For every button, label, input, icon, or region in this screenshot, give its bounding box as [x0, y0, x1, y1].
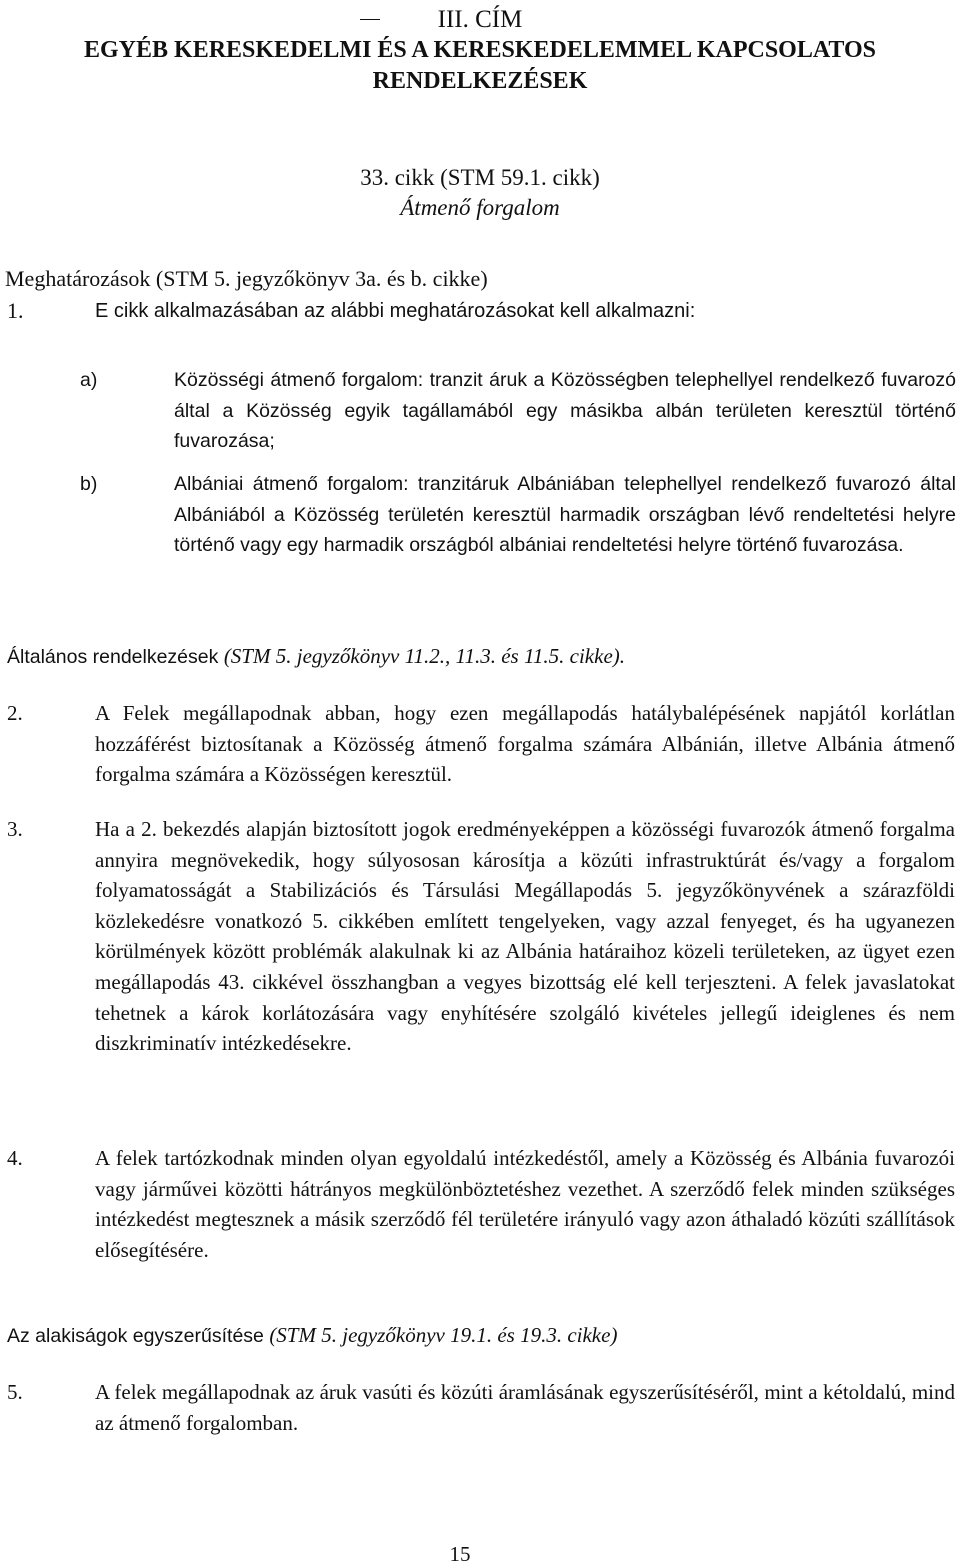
subtitle-line-1: EGYÉB KERESKEDELMI ÉS A KERESKEDELEMMEL KAPCSOLATOS	[84, 37, 876, 63]
p4-text: A felek tartózkodnak minden olyan egyoldalú intézkedéstől, amely a Közösség és Albánia fuvarozói vagy járművei közötti hátrányos megkülönböztetéshez vezethet. A szerződő felek minden szükséges intézkedést megtesznek a másik szerződő fél területére irányuló vagy azon áthaladó közúti szállítások elősegítésére.	[95, 1146, 955, 1262]
general-heading-italic: (STM 5. jegyzőkönyv 11.2., 11.3. és 11.5. cikke).	[223, 644, 626, 668]
general-heading-plain: Általános rendelkezések	[7, 646, 219, 668]
p1-item-a-label: a)	[80, 369, 98, 391]
simplification-heading-italic: (STM 5. jegyzőkönyv 19.1. és 19.3. cikke)	[269, 1323, 618, 1347]
simplification-heading-plain: Az alakiságok egyszerűsítése	[7, 1325, 264, 1347]
p1-number: 1.	[7, 298, 24, 323]
title-heading: III. CÍM	[437, 6, 523, 33]
subtitle-line-2: RENDELKEZÉSEK	[372, 68, 588, 94]
page-number: 15	[449, 1542, 471, 1566]
p5-number: 5.	[7, 1380, 23, 1404]
simplification-heading	[7, 1320, 617, 1351]
article-number: 33. cikk (STM 59.1. cikk)	[360, 165, 600, 190]
p5-text: A felek megállapodnak az áruk vasúti és közúti áramlásának egyszerűsítéséről, mint a kétoldalú, mind az átmenő forgalomban.	[95, 1380, 955, 1435]
article-title: Átmenő forgalom	[400, 195, 560, 220]
p2-text: A Felek megállapodnak abban, hogy ezen megállapodás hatálybalépésének napjától korlátlan hozzáférést biztosítanak a Közösség átmenő forgalma számára Albánián, illetve Albánia átmenő forgalma számára a Közösségen keresztül.	[95, 701, 955, 787]
p1-item-b-text: Albániai átmenő forgalom: tranzitáruk Albániában telephellyel rendelkező fuvarozó által Albániából a Közösség területén keresztül harmadik országban lévő rendeltetési helyre történő vagy egy harmadik országból albániai rendeltetési helyre történő fuvarozása.	[174, 473, 956, 557]
p1-text: E cikk alkalmazásában az alábbi meghatározásokat kell alkalmazni:	[95, 300, 696, 322]
p1-item-a-text: Közösségi átmenő forgalom: tranzit áruk a Közösségben telephellyel rendelkező fuvarozó által a Közösség egyik tagállamából egy másikba albán területen keresztül történő fuvarozása;	[174, 369, 956, 453]
p3-text: Ha a 2. bekezdés alapján biztosított jogok eredményeképpen a közösségi fuvarozók átmenő forgalma annyira megnövekedik, hogy súlyososan károsítja a közúti infrastruktúrát és/vagy a forgalom folyamatosságát a Stabilizációs és Társulási Megállapodás 5. jegyzőkönyvének a szárazföldi közlekedésre vonatkozó 5. cikkében említett tengelyeken, vagy azzal fenyeget, és ha ugyanezen körülmények között problémák alakulnak ki az Albánia határaihoz közeli területeken, az ügyet ezen megállapodás 43. cikkével összhangban a vegyes bizottság elé kell terjeszteni. A felek javaslatokat tehetnek a károk korlátozására vagy enyhítésére szolgáló kivételes jellegű ideiglenes és nem diszkriminatív intézkedésekre.	[95, 817, 955, 1056]
definitions-heading: Meghatározások (STM 5. jegyzőkönyv 3a. és b. cikke)	[5, 266, 488, 291]
p3-number: 3.	[7, 817, 23, 841]
p1-item-b-label: b)	[80, 473, 98, 495]
p4-number: 4.	[7, 1146, 23, 1170]
p2-number: 2.	[7, 701, 23, 725]
general-heading	[7, 641, 625, 672]
